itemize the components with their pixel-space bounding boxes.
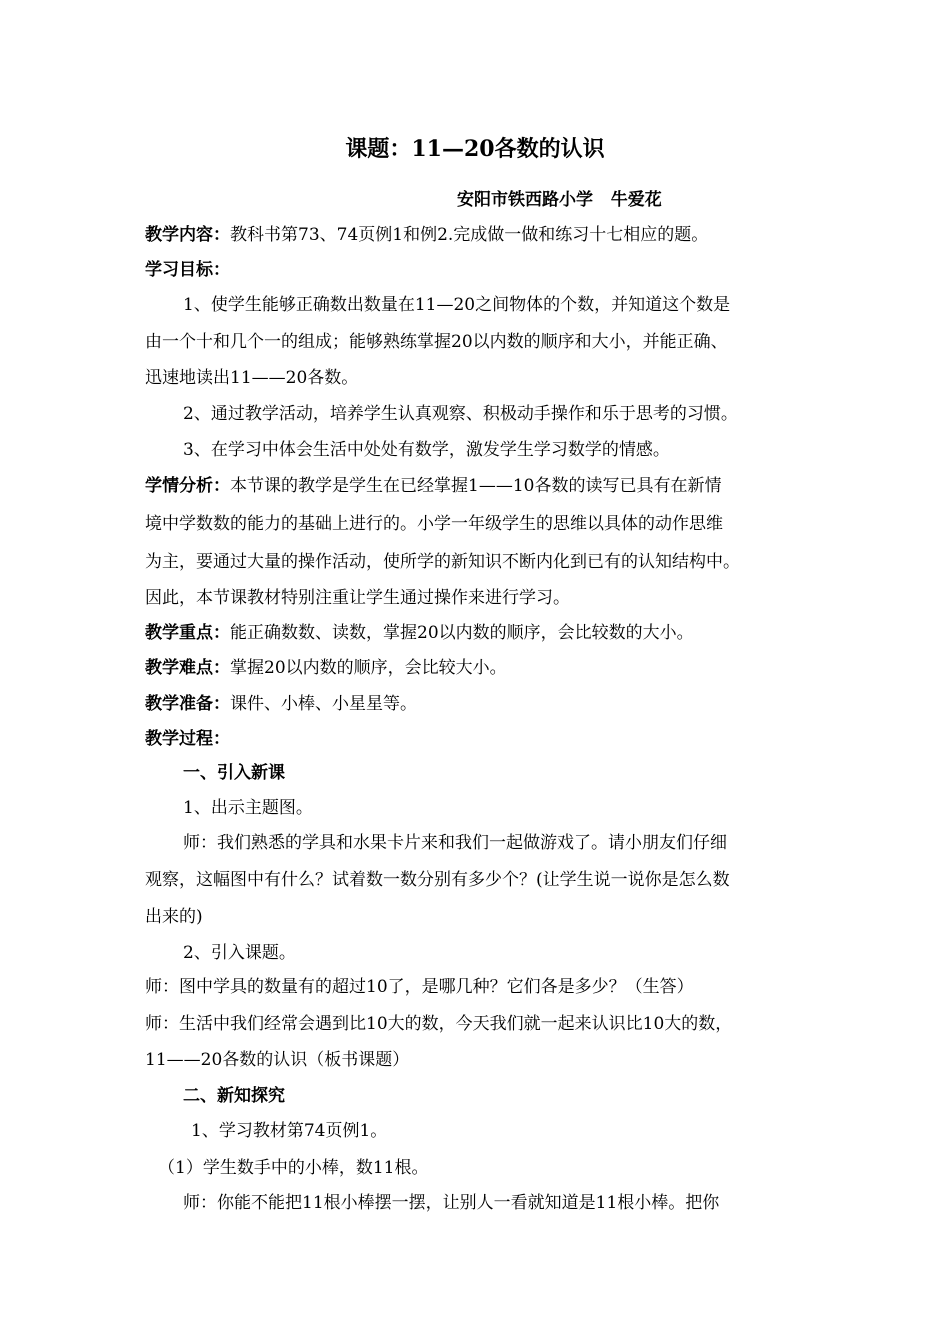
section-2-para-1: 1、学习教材第74页例1。 bbox=[191, 1121, 388, 1141]
section-1-para-5-line-1: 师：生活中我们经常会遇到比10大的数，今天我们就一起来认识比10大的数， bbox=[145, 1014, 733, 1034]
section-1-para-3: 2、引入课题。 bbox=[183, 943, 296, 963]
analysis-line-1 bbox=[145, 470, 835, 502]
section-label: 教学重点： bbox=[145, 623, 230, 643]
section-1-para-4: 师：图中学具的数量有的超过10了，是哪几种？它们各是多少？（生答） bbox=[145, 977, 694, 997]
section-1-para-1: 1、出示主题图。 bbox=[183, 798, 313, 818]
key-point bbox=[145, 617, 835, 649]
paragraph-text: 本节课的教学是学生在已经掌握1——10各数的读写已具有在新情 bbox=[230, 476, 722, 496]
section-label: 教学准备： bbox=[145, 694, 230, 714]
paragraph-text: 课件、小棒、小星星等。 bbox=[230, 694, 417, 714]
section-label: 教学过程： bbox=[145, 729, 230, 749]
section-label: 学习目标： bbox=[145, 260, 230, 280]
section-label: 教学难点： bbox=[145, 658, 230, 678]
document-title: 课题：11—20各数的认识 bbox=[345, 136, 605, 162]
paragraph-text: 掌握20以内数的顺序，会比较大小。 bbox=[230, 658, 507, 678]
analysis-line-2: 境中学数数的能力的基础上进行的。小学一年级学生的思维以具体的动作思维 bbox=[145, 514, 723, 534]
section-2-para-3: 师：你能不能把11根小棒摆一摆，让别人一看就知道是11根小棒。把你 bbox=[183, 1193, 720, 1213]
difficulty bbox=[145, 652, 835, 684]
section-1-para-2-line-2: 观察，这幅图中有什么？试着数一数分别有多少个？(让学生说一说你是怎么数 bbox=[145, 870, 730, 890]
section-label: 教学内容： bbox=[145, 225, 230, 245]
process-heading bbox=[145, 723, 835, 755]
section-1-para-2-line-1: 师：我们熟悉的学具和水果卡片来和我们一起做游戏了。请小朋友们仔细 bbox=[183, 833, 727, 853]
author-line: 安阳市铁西路小学 牛爱花 bbox=[457, 190, 662, 210]
preparation bbox=[145, 688, 835, 720]
goal-1-line-1: 1、使学生能够正确数出数量在11—20之间物体的个数，并知道这个数是 bbox=[183, 295, 731, 315]
goal-2: 2、通过教学活动，培养学生认真观察、积极动手操作和乐于思考的习惯。 bbox=[183, 404, 738, 424]
goal-3: 3、在学习中体会生活中处处有数学，激发学生学习数学的情感。 bbox=[183, 440, 670, 460]
goals-heading bbox=[145, 254, 835, 286]
analysis-line-4: 因此，本节课教材特别注重让学生通过操作来进行学习。 bbox=[145, 588, 570, 608]
section-1-para-2-line-3: 出来的) bbox=[145, 907, 203, 927]
paragraph-text: 能正确数数、读数，掌握20以内数的顺序，会比较数的大小。 bbox=[230, 623, 694, 643]
goal-1-line-3: 迅速地读出11——20各数。 bbox=[145, 368, 359, 388]
section-2-heading: 二、新知探究 bbox=[183, 1086, 285, 1106]
analysis-line-3: 为主，要通过大量的操作活动，使所学的新知识不断内化到已有的认知结构中。 bbox=[145, 552, 740, 572]
teaching-content bbox=[145, 219, 835, 251]
paragraph-text: 教科书第73、74页例1和例2.完成做一做和练习十七相应的题。 bbox=[230, 225, 709, 245]
section-label: 学情分析： bbox=[145, 476, 230, 496]
section-1-para-5-line-2: 11——20各数的认识（板书课题） bbox=[145, 1050, 410, 1070]
section-2-para-2: （1）学生数手中的小棒，数11根。 bbox=[158, 1158, 429, 1178]
goal-1-line-2: 由一个十和几个一的组成；能够熟练掌握20以内数的顺序和大小，并能正确、 bbox=[145, 332, 728, 352]
section-1-heading: 一、引入新课 bbox=[183, 763, 285, 783]
